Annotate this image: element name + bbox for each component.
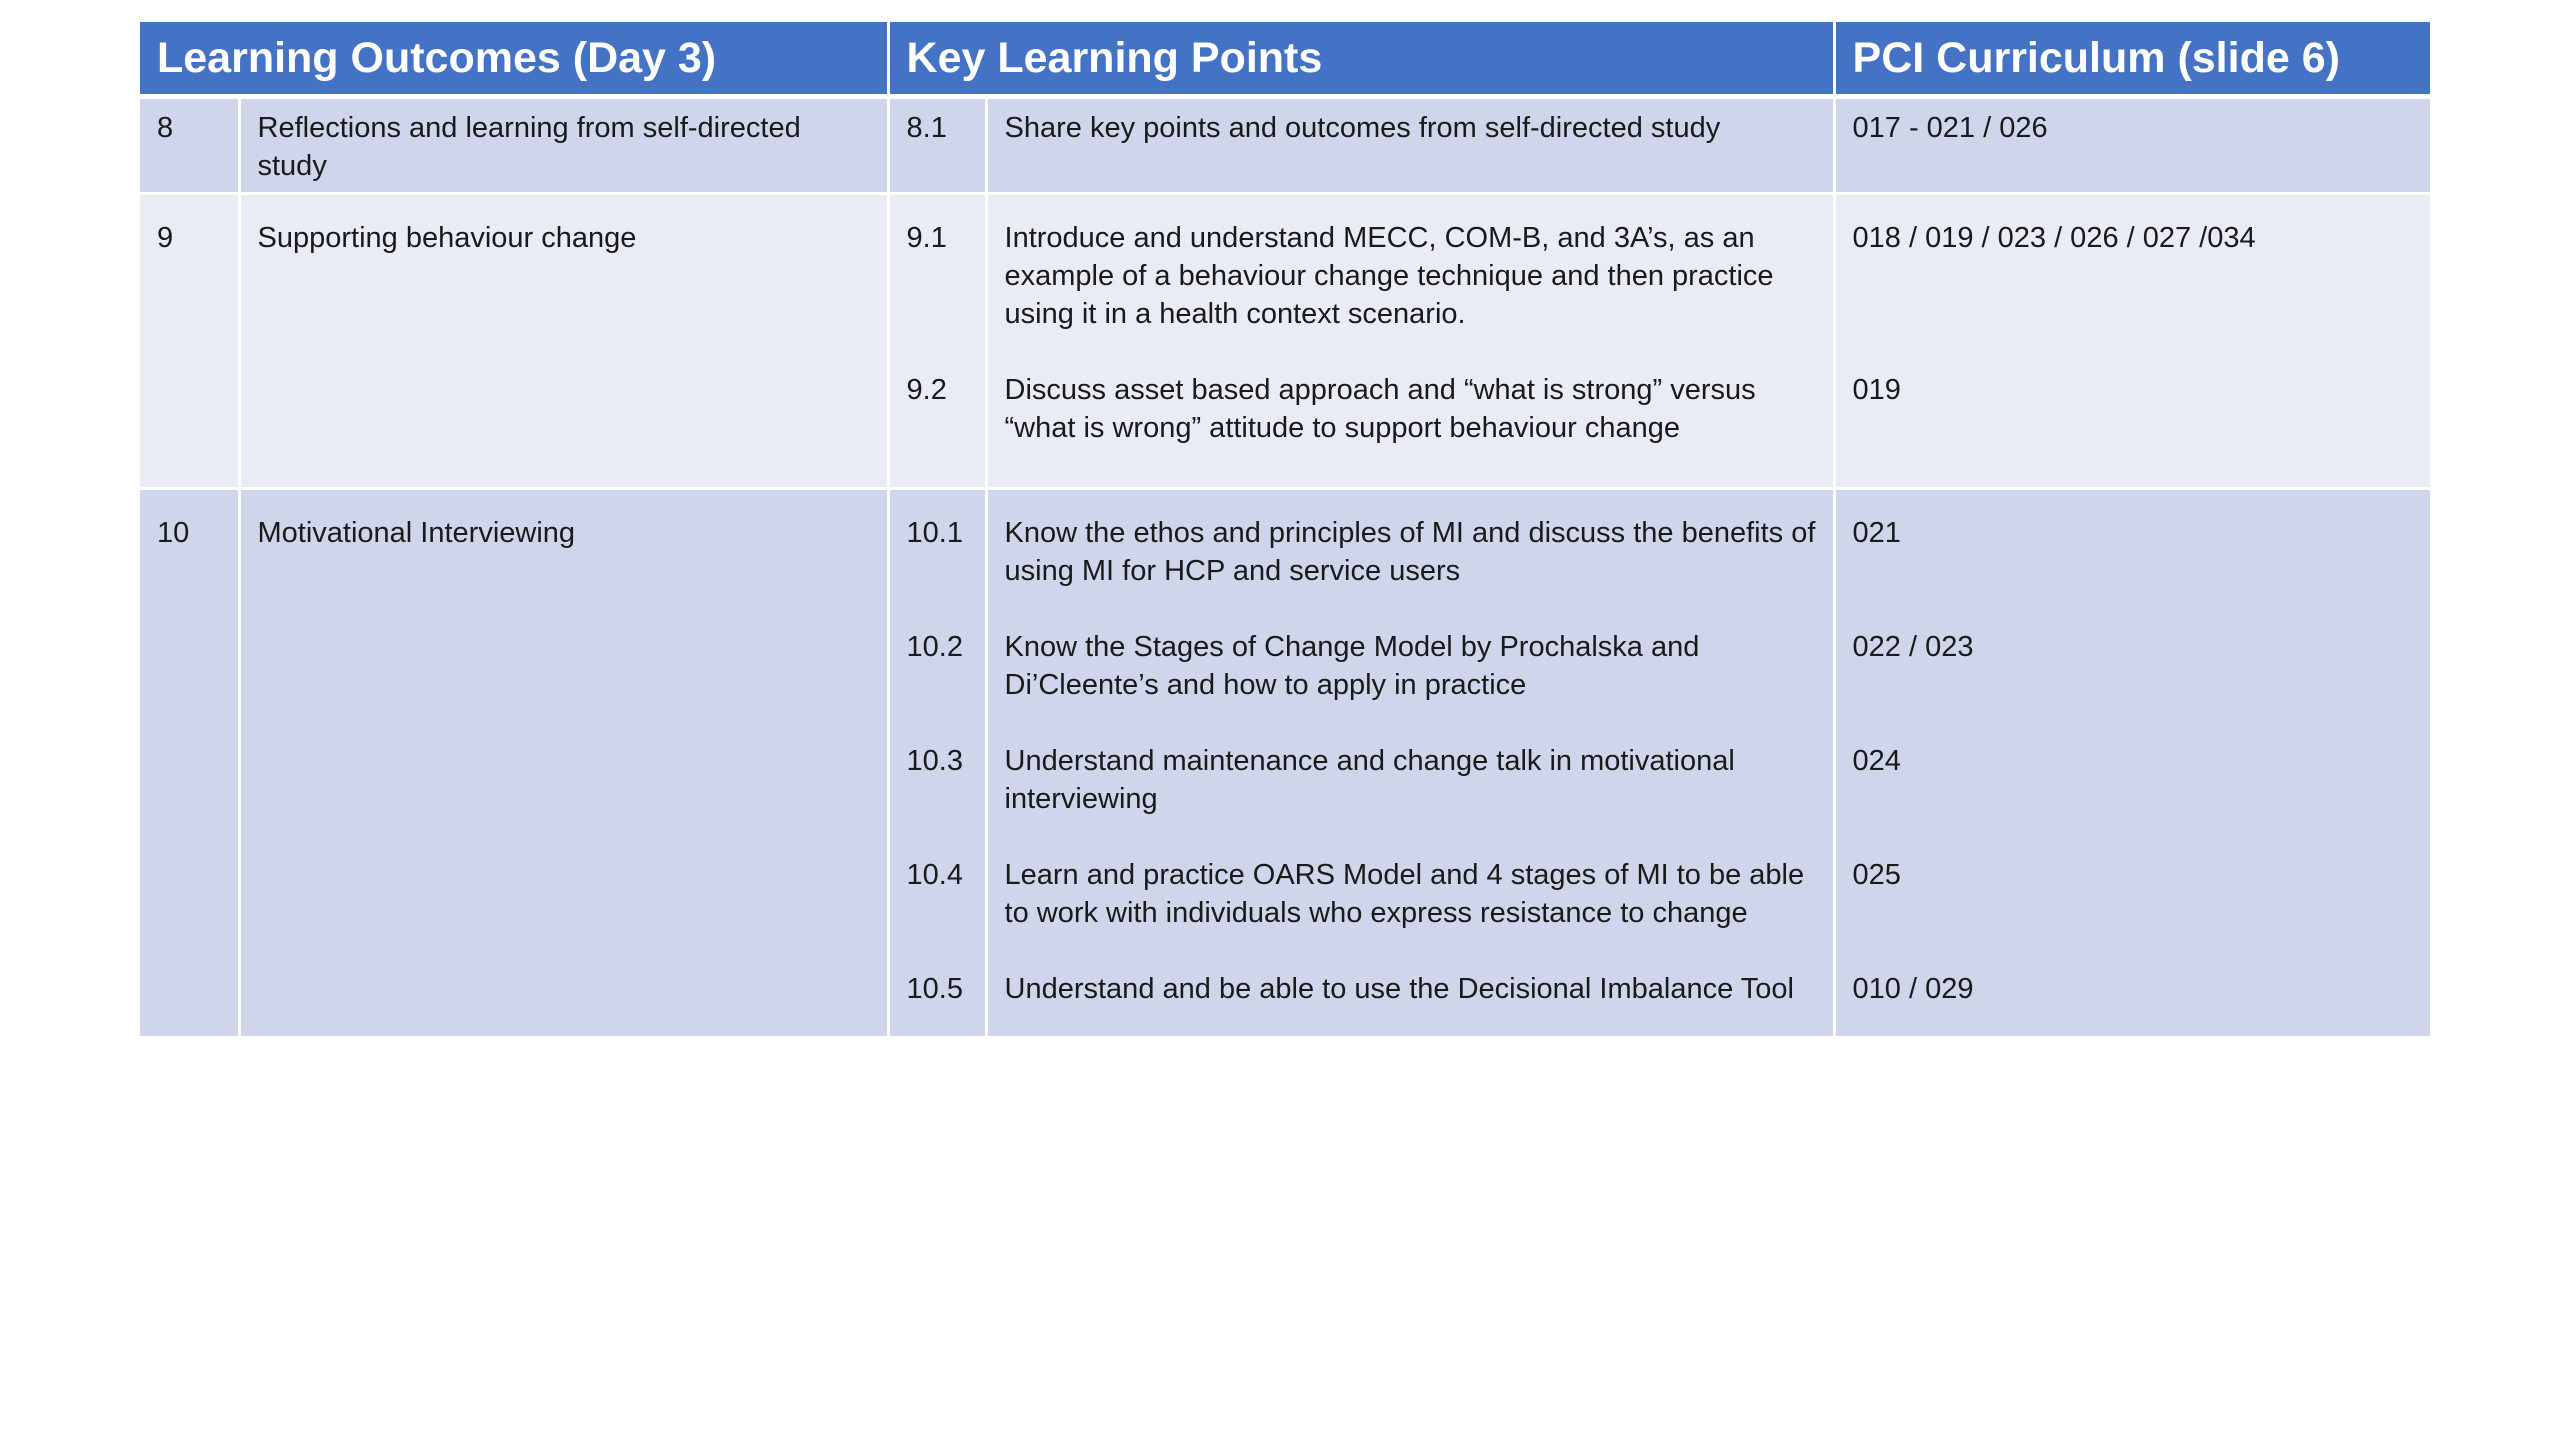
table-row-outcome-8 <box>140 97 2430 194</box>
point-numbers <box>888 97 986 194</box>
outcome-number: 10 <box>140 489 239 1038</box>
point-number: 8.1 <box>906 112 947 144</box>
curriculum-ref: 019 <box>1852 374 1901 406</box>
point-number: 10.2 <box>906 631 963 663</box>
point-texts <box>986 194 1834 489</box>
point-numbers <box>888 194 986 489</box>
point-number: 10.5 <box>906 973 963 1005</box>
table-row-outcome-9 <box>140 194 2430 489</box>
curriculum-refs <box>1834 97 2430 194</box>
header-pci-curriculum: PCI Curriculum (slide 6) <box>1834 22 2430 97</box>
point-text: Know the ethos and principles of MI and discuss the benefits of using MI for HCP and service users <box>1004 517 1816 587</box>
outcome-title: Reflections and learning from self-directed study <box>239 97 888 194</box>
curriculum-ref: 017 - 021 / 026 <box>1852 112 2048 144</box>
point-text: Understand and be able to use the Decisional Imbalance Tool <box>1004 973 1794 1005</box>
header-learning-outcomes: Learning Outcomes (Day 3) <box>140 22 888 97</box>
point-texts <box>986 97 1834 194</box>
point-text: Share key points and outcomes from self-directed study <box>1004 112 1721 144</box>
curriculum-ref: 010 / 029 <box>1852 973 1974 1005</box>
point-number: 10.3 <box>906 745 963 777</box>
curriculum-ref: 024 <box>1852 745 1901 777</box>
point-text: Learn and practice OARS Model and 4 stages of MI to be able to work with individuals who express resistance to change <box>1004 859 1805 929</box>
point-number: 10.4 <box>906 859 963 891</box>
point-number: 10.1 <box>906 517 963 549</box>
curriculum-ref: 018 / 019 / 023 / 026 / 027 /034 <box>1852 222 2256 254</box>
point-text: Introduce and understand MECC, COM-B, and 3A’s, as an example of a behaviour change technique and then practice using it in a health context scenario. <box>1004 222 1774 330</box>
curriculum-ref: 021 <box>1852 517 1901 549</box>
table-header-row <box>140 22 2430 97</box>
outcome-number: 8 <box>140 97 239 194</box>
point-number: 9.2 <box>906 374 947 406</box>
curriculum-refs <box>1834 194 2430 489</box>
point-text: Know the Stages of Change Model by Prochalska and Di’Cleente’s and how to apply in practice <box>1004 631 1700 701</box>
curriculum-refs <box>1834 489 2430 1038</box>
point-text: Understand maintenance and change talk in motivational interviewing <box>1004 745 1735 815</box>
outcome-number: 9 <box>140 194 239 489</box>
point-numbers <box>888 489 986 1038</box>
curriculum-ref: 025 <box>1852 859 1901 891</box>
table-row-outcome-10 <box>140 489 2430 1038</box>
outcome-title: Motivational Interviewing <box>239 489 888 1038</box>
header-key-learning-points: Key Learning Points <box>888 22 1834 97</box>
point-text: Discuss asset based approach and “what is strong” versus “what is wrong” attitude to support behaviour change <box>1004 374 1756 444</box>
learning-outcomes-table <box>140 22 2430 1039</box>
point-texts <box>986 489 1834 1038</box>
curriculum-ref: 022 / 023 <box>1852 631 1974 663</box>
point-number: 9.1 <box>906 222 947 254</box>
outcome-title: Supporting behaviour change <box>239 194 888 489</box>
